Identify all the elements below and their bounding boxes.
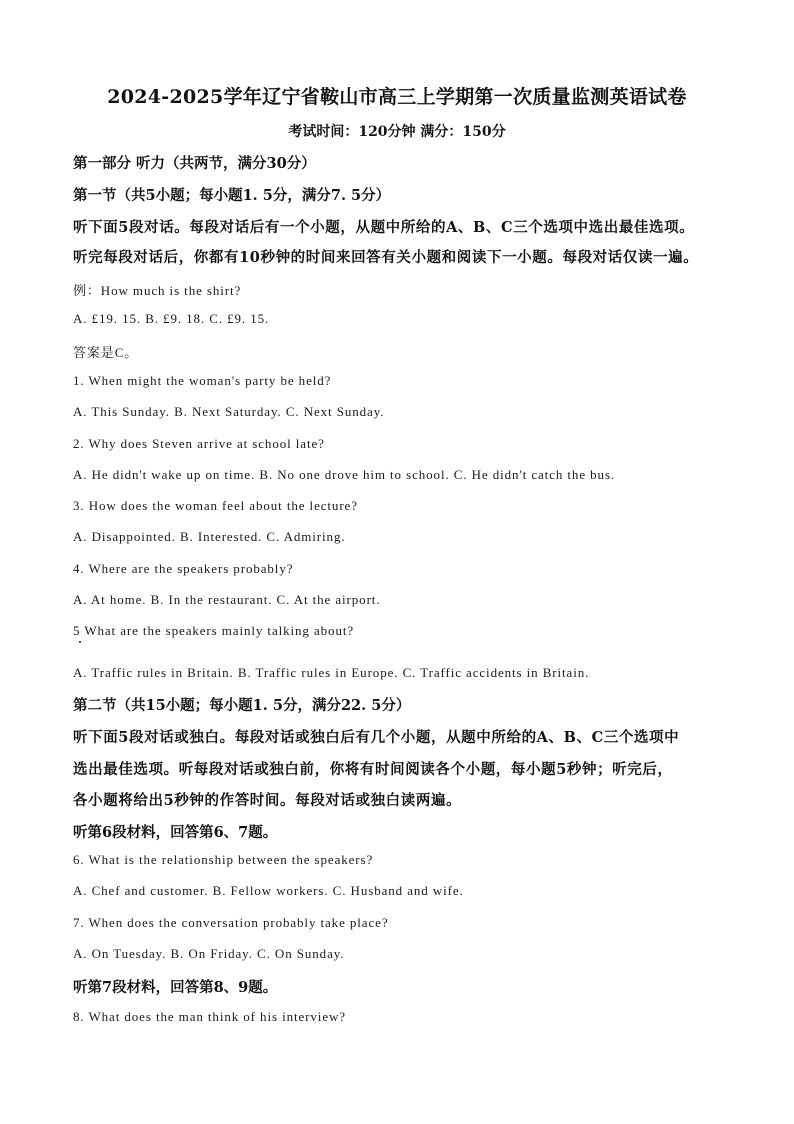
material-6-heading: 听第6段材料，回答第6、7题。	[73, 824, 278, 841]
example-answer: 答案是C。	[73, 345, 139, 360]
question-6-options: A. Chef and customer. B. Fellow workers. C. Husband and wife.	[73, 883, 464, 898]
question-2-options: A. He didn't wake up on time. B. No one drove him to school. C. He didn't catch the bus.	[73, 467, 616, 482]
question-4-options: A. At home. B. In the restaurant. C. At the airport.	[73, 592, 381, 607]
question-7-options: A. On Tuesday. B. On Friday. C. On Sunday.	[73, 946, 345, 961]
page-title: 2024-2025学年辽宁省鞍山市高三上学期第一次质量监测英语试卷	[107, 86, 687, 108]
question-5: 5 What are the speakers mainly talking about?	[73, 623, 355, 638]
question-2: 2. Why does Steven arrive at school late?	[73, 436, 325, 451]
question-8: 8. What does the man think of his interview?	[73, 1009, 346, 1024]
question-1: 1. When might the woman's party be held?	[73, 373, 332, 388]
stray-dot-mark	[79, 641, 81, 643]
section1-instruction-1: 听下面5段对话。每段对话后有一个小题，从题中所给的A、B、C三个选项中选出最佳选项。	[73, 219, 695, 236]
question-3-options: A. Disappointed. B. Interested. C. Admiring.	[73, 529, 346, 544]
exam-duration-info: 考试时间：120分钟 满分：150分	[288, 124, 506, 140]
example-question: 例：How much is the shirt?	[73, 283, 242, 298]
question-7: 7. When does the conversation probably take place?	[73, 915, 389, 930]
section1-heading: 第一节（共5小题；每小题1. 5分，满分7. 5分）	[73, 187, 391, 204]
question-4: 4. Where are the speakers probably?	[73, 561, 294, 576]
section2-heading: 第二节（共15小题；每小题1. 5分，满分22. 5分）	[73, 697, 411, 714]
example-options: A. £19. 15. B. £9. 18. C. £9. 15.	[73, 311, 270, 326]
question-5-options: A. Traffic rules in Britain. B. Traffic rules in Europe. C. Traffic accidents in Britain.	[73, 665, 590, 680]
part1-heading: 第一部分 听力（共两节，满分30分）	[73, 155, 316, 172]
question-6: 6. What is the relationship between the speakers?	[73, 852, 374, 867]
section2-instruction-3: 各小题将给出5秒钟的作答时间。每段对话或独白读两遍。	[73, 792, 462, 809]
section2-instruction-2: 选出最佳选项。听每段对话或独白前，你将有时间阅读各个小题，每小题5秒钟；听完后，	[73, 761, 673, 778]
question-3: 3. How does the woman feel about the lecture?	[73, 498, 358, 513]
material-7-heading: 听第7段材料，回答第8、9题。	[73, 979, 278, 996]
section1-instruction-2: 听完每段对话后，你都有10秒钟的时间来回答有关小题和阅读下一小题。每段对话仅读一遍。	[73, 249, 699, 266]
section2-instruction-1: 听下面5段对话或独白。每段对话或独白后有几个小题，从题中所给的A、B、C三个选项中	[73, 729, 680, 746]
question-1-options: A. This Sunday. B. Next Saturday. C. Next Sunday.	[73, 404, 385, 419]
